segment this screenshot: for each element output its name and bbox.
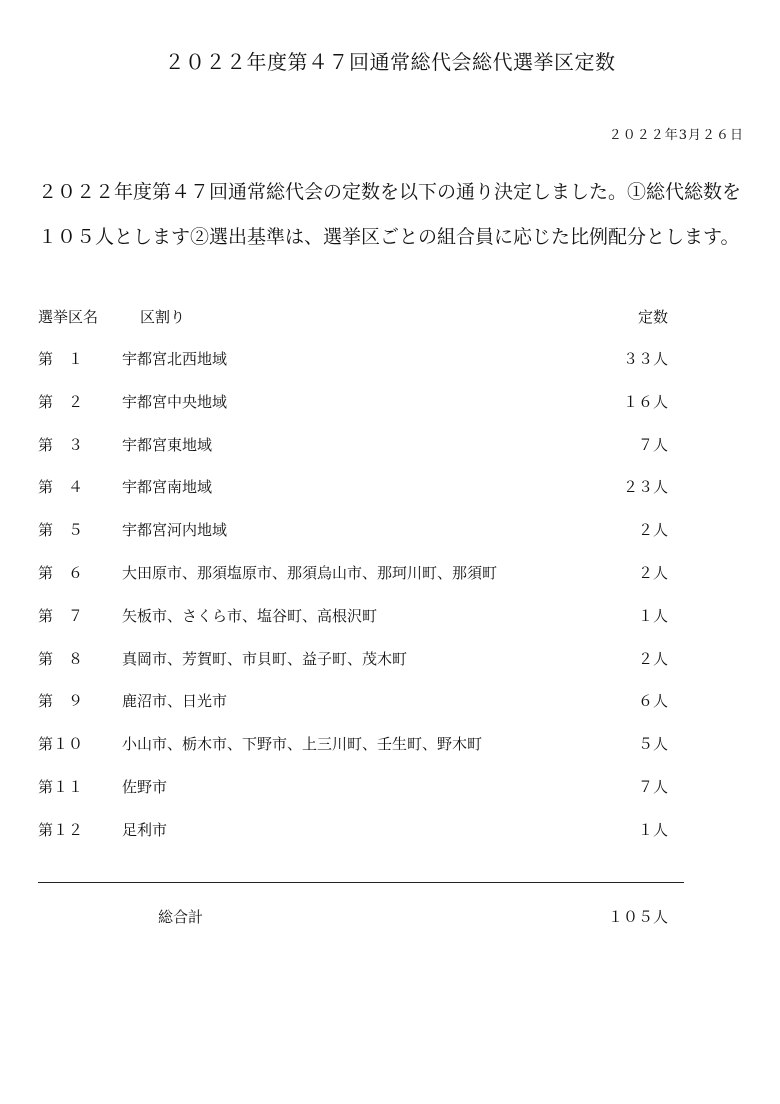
district-table xyxy=(38,340,668,854)
district-count: ６人 xyxy=(637,692,668,711)
district-number: 第 ４ xyxy=(38,478,84,497)
district-number: 第 ６ xyxy=(38,563,84,582)
document-date: ２０２２年3月２６日 xyxy=(608,128,744,143)
district-area: 宇都宮東地域 xyxy=(122,435,213,454)
district-count: １６人 xyxy=(622,392,668,411)
district-area: 真岡市、芳賀町、市貝町、益子町、茂木町 xyxy=(122,649,408,668)
district-count: １人 xyxy=(637,820,668,839)
district-area: 大田原市、那須塩原市、那須烏山市、那珂川町、那須町 xyxy=(122,563,498,582)
document-title: ２０２２年度第４７回通常総代会総代選挙区定数 xyxy=(164,50,616,74)
district-number: 第１０ xyxy=(38,735,84,754)
table-row xyxy=(38,640,668,683)
table-row xyxy=(38,426,668,469)
district-area: 宇都宮南地域 xyxy=(122,478,213,497)
district-number: 第 ３ xyxy=(38,435,84,454)
district-area: 足利市 xyxy=(122,820,168,839)
district-count: ２人 xyxy=(637,649,668,668)
header-district: 選挙区名 xyxy=(38,308,99,326)
district-count: ２人 xyxy=(637,563,668,582)
district-count: １人 xyxy=(637,606,668,625)
district-number: 第 ５ xyxy=(38,521,84,540)
table-row xyxy=(38,468,668,511)
total-label: 総合計 xyxy=(158,908,204,926)
district-number: 第 １ xyxy=(38,350,84,368)
table-row xyxy=(38,383,668,426)
district-area: 宇都宮河内地域 xyxy=(122,521,228,540)
district-number: 第 ７ xyxy=(38,606,84,625)
district-number: 第１２ xyxy=(38,820,84,839)
table-row xyxy=(38,768,668,811)
district-area: 矢板市、さくら市、塩谷町、高根沢町 xyxy=(122,606,378,625)
district-count: ２３人 xyxy=(622,478,668,497)
table-row xyxy=(38,682,668,725)
district-number: 第１１ xyxy=(38,777,84,796)
table-row xyxy=(38,340,668,383)
district-number: 第 ９ xyxy=(38,692,84,711)
total-divider xyxy=(38,882,684,883)
table-row xyxy=(38,511,668,554)
district-area: 宇都宮中央地域 xyxy=(122,392,228,411)
district-count: ３３人 xyxy=(622,350,668,368)
district-count: ５人 xyxy=(637,735,668,754)
district-number: 第 ２ xyxy=(38,392,84,411)
district-count: ２人 xyxy=(637,521,668,540)
table-row xyxy=(38,597,668,640)
header-quota: 定数 xyxy=(637,308,668,326)
total-value: １０５人 xyxy=(607,908,668,926)
district-number: 第 ８ xyxy=(38,649,84,668)
district-count: ７人 xyxy=(637,435,668,454)
table-row xyxy=(38,725,668,768)
district-count: ７人 xyxy=(637,777,668,796)
table-row xyxy=(38,811,668,854)
district-area: 小山市、栃木市、下野市、上三川町、壬生町、野木町 xyxy=(122,735,483,754)
district-area: 鹿沼市、日光市 xyxy=(122,692,228,711)
district-area: 宇都宮北西地域 xyxy=(122,350,228,368)
district-area: 佐野市 xyxy=(122,777,168,796)
intro-paragraph: ２０２２年度第４７回通常総代会の定数を以下の通り決定しました。①総代総数を１０５人とします②選出基準は、選挙区ごとの組合員に応じた比例配分とします。 xyxy=(38,181,742,248)
header-area: 区割り xyxy=(140,308,186,326)
table-row xyxy=(38,554,668,597)
